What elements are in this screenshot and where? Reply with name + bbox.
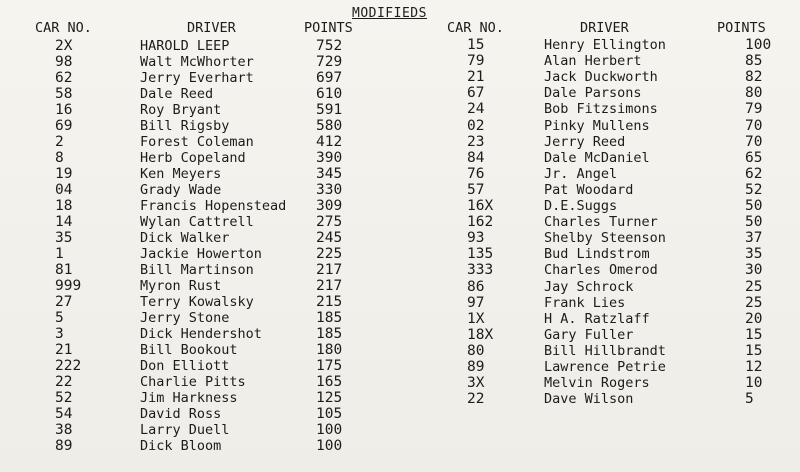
driver-name: Larry Duell bbox=[140, 422, 230, 438]
car-number: 16 bbox=[55, 102, 73, 118]
car-number: 24 bbox=[467, 101, 485, 118]
car-number: 52 bbox=[55, 390, 73, 406]
car-number: 135 bbox=[467, 246, 494, 263]
points-value: 15 bbox=[745, 326, 763, 343]
right-driver-header: DRIVER bbox=[580, 20, 629, 36]
points-value: 10 bbox=[745, 375, 763, 392]
points-value: 217 bbox=[316, 278, 343, 294]
points-value: 729 bbox=[316, 54, 343, 70]
points-value: 25 bbox=[745, 294, 763, 311]
points-value: 25 bbox=[745, 278, 763, 295]
car-number: 3 bbox=[55, 326, 64, 342]
car-number: 999 bbox=[55, 278, 82, 294]
car-number: 81 bbox=[55, 262, 73, 278]
points-value: 50 bbox=[745, 198, 763, 214]
driver-name: Henry Ellington bbox=[544, 37, 666, 53]
car-number: 27 bbox=[55, 294, 73, 310]
car-number: 98 bbox=[55, 54, 73, 70]
driver-name: Frank Lies bbox=[544, 294, 626, 311]
page-title: MODIFIEDS bbox=[352, 6, 427, 21]
points-value: 390 bbox=[316, 150, 343, 166]
car-number: 89 bbox=[467, 359, 485, 375]
driver-name: Bud Lindstrom bbox=[544, 246, 650, 263]
car-number: 1X bbox=[467, 310, 485, 327]
driver-name: Gary Fuller bbox=[544, 326, 634, 343]
driver-name: Jerry Reed bbox=[544, 133, 626, 150]
car-number: 79 bbox=[467, 53, 485, 70]
car-number: 1 bbox=[55, 246, 64, 262]
points-value: 580 bbox=[316, 118, 343, 134]
car-number: 21 bbox=[55, 342, 73, 358]
driver-name: Bill Martinson bbox=[140, 262, 254, 278]
car-number: 84 bbox=[467, 149, 485, 166]
car-number: 18X bbox=[467, 326, 494, 343]
points-value: 80 bbox=[745, 85, 763, 102]
car-number: 333 bbox=[467, 262, 494, 279]
points-value: 217 bbox=[316, 262, 343, 278]
car-number: 67 bbox=[467, 85, 485, 102]
points-value: 12 bbox=[745, 359, 763, 375]
car-number: 22 bbox=[55, 374, 73, 390]
left-points-header: POINTS bbox=[304, 20, 353, 36]
car-number: 16X bbox=[467, 198, 494, 214]
car-number: 62 bbox=[55, 70, 73, 86]
points-value: 82 bbox=[745, 69, 763, 86]
car-number: 162 bbox=[467, 214, 494, 231]
car-number: 2X bbox=[55, 38, 73, 54]
driver-name: Bob Fitzsimons bbox=[544, 101, 658, 118]
car-number: 3X bbox=[467, 375, 485, 392]
points-value: 37 bbox=[745, 230, 763, 247]
driver-name: Jack Duckworth bbox=[544, 69, 658, 86]
driver-name: Bill Hillbrandt bbox=[544, 342, 666, 359]
points-value: 309 bbox=[316, 198, 343, 214]
points-value: 610 bbox=[316, 86, 343, 102]
points-value: 752 bbox=[316, 38, 343, 54]
car-number: 23 bbox=[467, 133, 485, 150]
driver-name: Bill Bookout bbox=[140, 342, 238, 358]
points-value: 345 bbox=[316, 166, 343, 182]
car-number: 222 bbox=[55, 358, 82, 374]
car-number: 21 bbox=[467, 69, 485, 86]
points-value: 275 bbox=[316, 214, 343, 230]
driver-name: Ken Meyers bbox=[140, 166, 222, 182]
driver-name: Jackie Howerton bbox=[140, 246, 262, 262]
points-value: 100 bbox=[316, 438, 343, 454]
car-number: 35 bbox=[55, 230, 73, 246]
car-number: 58 bbox=[55, 86, 73, 102]
driver-name: Dale McDaniel bbox=[544, 149, 650, 166]
car-number: 15 bbox=[467, 37, 485, 53]
points-value: 225 bbox=[316, 246, 343, 262]
driver-name: Dick Walker bbox=[140, 230, 230, 246]
car-number: 22 bbox=[467, 391, 485, 408]
driver-name: Jim Harkness bbox=[140, 390, 238, 406]
driver-name: Dale Parsons bbox=[544, 85, 642, 102]
points-value: 412 bbox=[316, 134, 343, 150]
car-number: 54 bbox=[55, 406, 73, 422]
car-number: 86 bbox=[467, 278, 485, 295]
driver-name: Charlie Pitts bbox=[140, 374, 246, 390]
points-value: 30 bbox=[745, 262, 763, 279]
points-value: 79 bbox=[745, 101, 763, 118]
driver-name: Francis Hopenstead bbox=[140, 198, 287, 214]
driver-name: Pinky Mullens bbox=[544, 117, 650, 134]
points-value: 697 bbox=[316, 70, 343, 86]
points-value: 100 bbox=[745, 37, 772, 53]
driver-name: Dave Wilson bbox=[544, 391, 634, 408]
points-value: 50 bbox=[745, 214, 763, 231]
points-value: 165 bbox=[316, 374, 343, 390]
driver-name: Jr. Angel bbox=[544, 165, 618, 182]
car-number: 93 bbox=[467, 230, 485, 247]
points-value: 185 bbox=[316, 310, 343, 326]
points-value: 105 bbox=[316, 406, 343, 422]
driver-name: H A. Ratzlaff bbox=[544, 310, 650, 327]
points-value: 70 bbox=[745, 117, 763, 134]
driver-name: HAROLD LEEP bbox=[140, 38, 230, 54]
car-number: 04 bbox=[55, 182, 73, 198]
car-number: 2 bbox=[55, 134, 64, 150]
points-value: 85 bbox=[745, 53, 763, 70]
points-value: 20 bbox=[745, 310, 763, 327]
points-value: 62 bbox=[745, 165, 763, 182]
driver-name: Alan Herbert bbox=[544, 53, 642, 70]
points-value: 35 bbox=[745, 246, 763, 263]
driver-name: Grady Wade bbox=[140, 182, 222, 198]
driver-name: Charles Turner bbox=[544, 214, 658, 231]
driver-name: Forest Coleman bbox=[140, 134, 254, 150]
driver-name: Jerry Everhart bbox=[140, 70, 254, 86]
points-value: 591 bbox=[316, 102, 343, 118]
car-number: 19 bbox=[55, 166, 73, 182]
car-number: 38 bbox=[55, 422, 73, 438]
car-number: 02 bbox=[467, 117, 485, 134]
car-number: 76 bbox=[467, 165, 485, 182]
driver-name: Walt McWhorter bbox=[140, 54, 254, 70]
driver-name: Myron Rust bbox=[140, 278, 222, 294]
points-value: 175 bbox=[316, 358, 343, 374]
points-value: 185 bbox=[316, 326, 343, 342]
left-car-header: CAR NO. bbox=[35, 20, 92, 36]
car-number: 18 bbox=[55, 198, 73, 214]
points-value: 330 bbox=[316, 182, 343, 198]
driver-name: D.E.Suggs bbox=[544, 198, 618, 214]
points-value: 245 bbox=[316, 230, 343, 246]
driver-name: Terry Kowalsky bbox=[140, 294, 254, 310]
driver-name: David Ross bbox=[140, 406, 222, 422]
points-value: 70 bbox=[745, 133, 763, 150]
driver-name: Dick Bloom bbox=[140, 438, 222, 454]
driver-name: Wylan Cattrell bbox=[140, 214, 254, 230]
car-number: 97 bbox=[467, 294, 485, 311]
points-value: 52 bbox=[745, 181, 763, 198]
car-number: 5 bbox=[55, 310, 64, 326]
car-number: 8 bbox=[55, 150, 64, 166]
driver-name: Roy Bryant bbox=[140, 102, 222, 118]
driver-name: Lawrence Petrie bbox=[544, 359, 666, 375]
points-value: 215 bbox=[316, 294, 343, 310]
right-car-header: CAR NO. bbox=[447, 20, 504, 36]
driver-name: Dick Hendershot bbox=[140, 326, 262, 342]
driver-name: Herb Copeland bbox=[140, 150, 246, 166]
driver-name: Jerry Stone bbox=[140, 310, 230, 326]
car-number: 57 bbox=[467, 181, 485, 198]
points-value: 100 bbox=[316, 422, 343, 438]
driver-name: Bill Rigsby bbox=[140, 118, 230, 134]
driver-name: Don Elliott bbox=[140, 358, 230, 374]
car-number: 80 bbox=[467, 342, 485, 359]
driver-name: Jay Schrock bbox=[544, 278, 634, 295]
driver-name: Dale Reed bbox=[140, 86, 214, 102]
driver-name: Shelby Steenson bbox=[544, 230, 666, 247]
points-value: 65 bbox=[745, 149, 763, 166]
points-value: 125 bbox=[316, 390, 343, 406]
car-number: 69 bbox=[55, 118, 73, 134]
car-number: 89 bbox=[55, 438, 73, 454]
driver-name: Charles Omerod bbox=[544, 262, 658, 279]
points-value: 15 bbox=[745, 342, 763, 359]
points-value: 5 bbox=[745, 391, 754, 408]
driver-name: Melvin Rogers bbox=[544, 375, 650, 392]
points-value: 180 bbox=[316, 342, 343, 358]
left-driver-header: DRIVER bbox=[187, 20, 236, 36]
driver-name: Pat Woodard bbox=[544, 181, 634, 198]
car-number: 14 bbox=[55, 214, 73, 230]
right-points-header: POINTS bbox=[717, 20, 766, 36]
